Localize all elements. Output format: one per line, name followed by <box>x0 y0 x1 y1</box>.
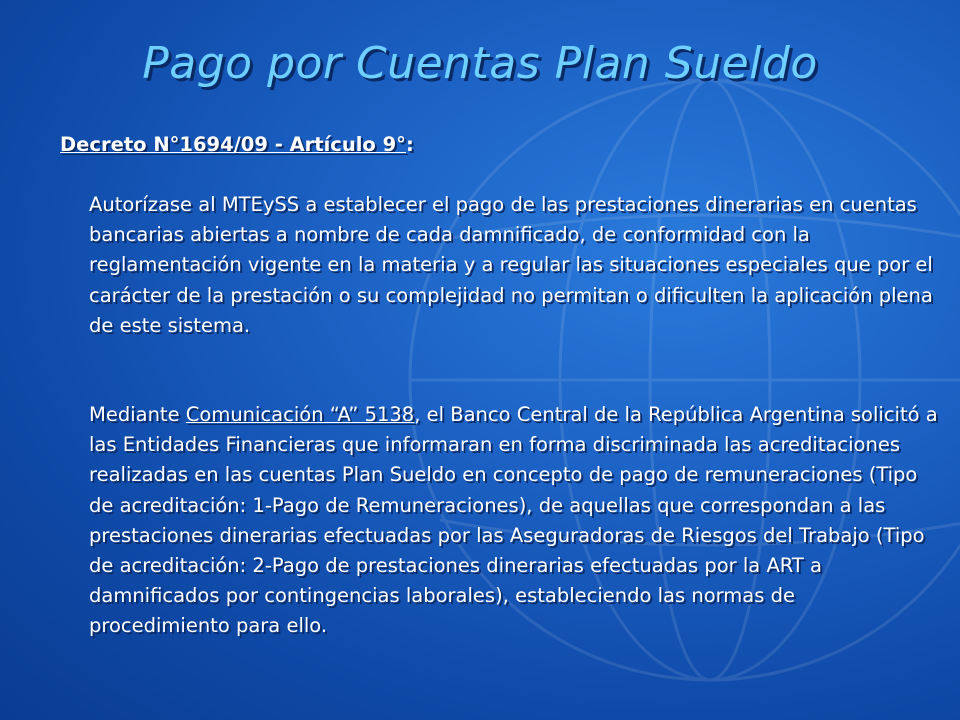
decree-heading-label: Decreto N°1694/09 - Artículo 9° <box>60 133 406 156</box>
decree-heading-suffix: : <box>405 133 414 156</box>
communication-link[interactable]: Comunicación “A” 5138 <box>185 403 415 426</box>
communication-paragraph-body: , el Banco Central de la República Argentina solicitó a las Entidades Financieras que informaran en forma discriminada las acreditaciones realizadas en las cuentas Plan Sueldo en concepto de pago de remuneraciones (Tipo de acreditación: 1-Pago de Remuneraciones), de aquellas que correspondan a las prestaciones dinerarias efectuadas por las Aseguradoras de Riesgos del Trabajo (Tipo de acreditación: 2-Pago de prestaciones dinerarias efectuadas por la ART a damnificados por contingencias laborales), estableciendo las normas de procedimiento para ello. <box>89 403 938 638</box>
communication-paragraph-prefix: Mediante <box>89 403 186 426</box>
decree-heading <box>60 133 414 156</box>
article-paragraph: Autorízase al MTEySS a establecer el pago de las prestaciones dinerarias en cuentas bancarias abiertas a nombre de cada damnificado, de conformidad con la reglamentación vigente en la materia y a regular las situaciones especiales que por el carácter de la prestación o su complejidad no permitan o dificulten la aplicación plena de este sistema. <box>89 193 933 337</box>
communication-paragraph <box>89 400 939 642</box>
slide-title: Pago por Cuentas Plan Sueldo <box>142 38 818 89</box>
